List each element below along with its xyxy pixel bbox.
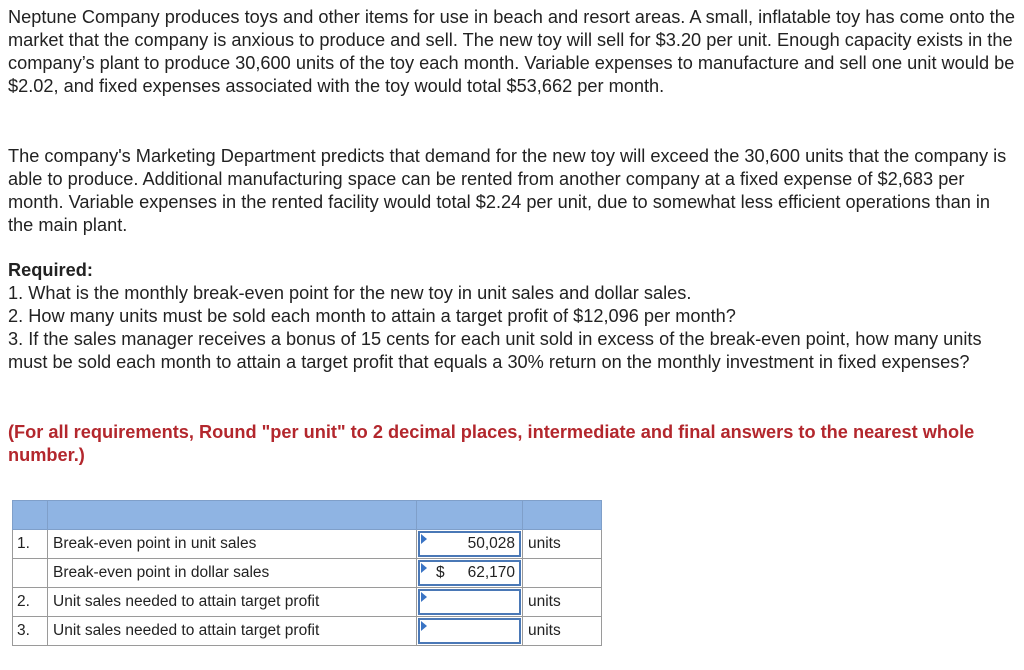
row-label: Unit sales needed to attain target profit xyxy=(48,588,417,617)
rounding-note: (For all requirements, Round "per unit" to 2 decimal places, intermediate and final answers to the nearest whole number.) xyxy=(8,422,975,465)
row-number xyxy=(13,559,48,588)
row-label: Unit sales needed to attain target profit xyxy=(48,617,417,646)
answer-table xyxy=(12,500,602,646)
row-label: Break-even point in dollar sales xyxy=(48,559,417,588)
input-flag-icon xyxy=(421,621,427,631)
input-flag-icon xyxy=(421,563,427,573)
unit-label: units xyxy=(523,617,602,646)
requirement-3: 3. If the sales manager receives a bonus of 15 cents for each unit sold in excess of the break-even point, how many units must be sold each month to attain a target profit that equals a 30% return on the monthly investment in fixed expenses? xyxy=(8,329,982,372)
break-even-units-value: 50,028 xyxy=(467,535,515,552)
unit-label: units xyxy=(523,530,602,559)
unit-label xyxy=(523,559,602,588)
row-number: 3. xyxy=(13,617,48,646)
input-flag-icon xyxy=(421,534,427,544)
table-row xyxy=(13,530,602,559)
row-number: 1. xyxy=(13,530,48,559)
requirements-section xyxy=(8,259,1020,374)
target-profit-units-input[interactable] xyxy=(418,589,521,615)
required-heading: Required: xyxy=(8,260,93,280)
break-even-dollars-value: 62,170 xyxy=(467,564,515,581)
row-label: Break-even point in unit sales xyxy=(48,530,417,559)
table-row xyxy=(13,559,602,588)
table-row xyxy=(13,588,602,617)
problem-paragraph-2: The company's Marketing Department predicts that demand for the new toy will exceed the 30,600 units that the company is able to produce. Additional manufacturing space can be rented from another company at a fixed expense of $2,683 per month. Variable expenses in the rented facility would total $2.24 per unit, due to somewhat less efficient operations than in the main plant. xyxy=(8,146,1007,235)
break-even-units-input[interactable] xyxy=(418,531,521,557)
problem-paragraph-1: Neptune Company produces toys and other items for use in beach and resort areas. A small, inflatable toy has come onto the market that the company is anxious to produce and sell. The new toy will sell for $3.20 per unit. Enough capacity exists in the company’s plant to produce 30,600 units of the toy each month. Variable expenses to manufacture and sell one unit would be $2.02, and fixed expenses associated with the toy would total $53,662 per month. xyxy=(8,7,1015,96)
requirement-1: 1. What is the monthly break-even point for the new toy in unit sales and dollar sales. xyxy=(8,283,692,303)
requirement-2: 2. How many units must be sold each month to attain a target profit of $12,096 per month? xyxy=(8,306,736,326)
break-even-dollars-input[interactable] xyxy=(418,560,521,586)
table-row xyxy=(13,617,602,646)
table-header-row xyxy=(13,501,602,530)
unit-label: units xyxy=(523,588,602,617)
row-number: 2. xyxy=(13,588,48,617)
dollar-prefix: $ xyxy=(436,564,445,581)
input-flag-icon xyxy=(421,592,427,602)
bonus-target-profit-units-input[interactable] xyxy=(418,618,521,644)
